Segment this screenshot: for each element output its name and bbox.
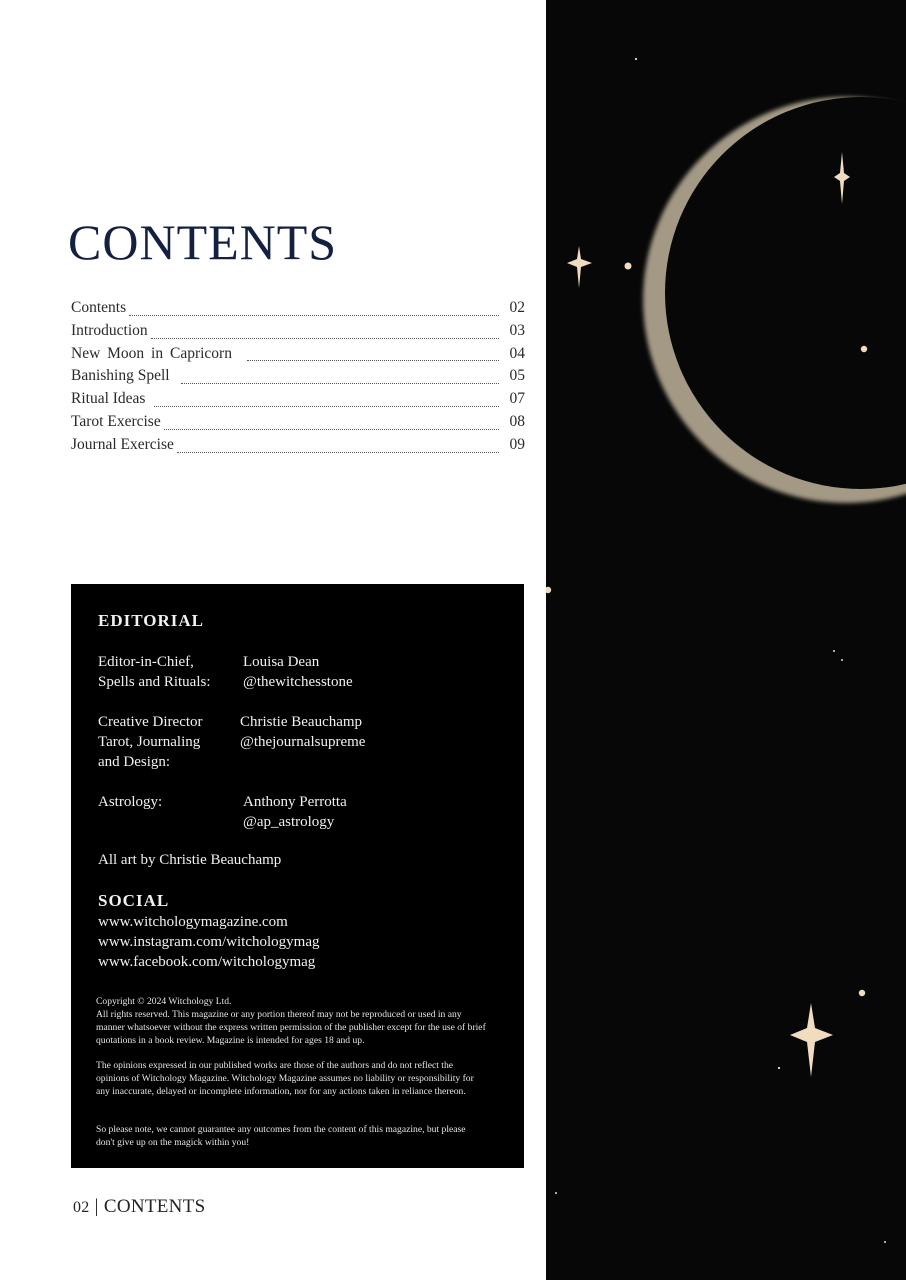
table-of-contents — [71, 299, 525, 459]
toc-dot-leader — [181, 383, 499, 384]
four-point-star-icon — [567, 246, 592, 288]
toc-dot-leader — [151, 338, 499, 339]
credit-name: Louisa Dean @thewitchesstone — [243, 654, 353, 691]
toc-item-banishing-spell[interactable] — [71, 367, 525, 390]
toc-dot-leader — [164, 429, 499, 430]
copyright-text: Copyright © 2024 Witchology Ltd. All rights reserved. This magazine or any portion thereof may not be reproduced or used in any manner whatsoever without the express written permission of the publisher except for the use of brief quotations in a book review. Magazine is intended for ages 18 and up. — [96, 996, 486, 1046]
footer-separator: | — [94, 1196, 99, 1217]
toc-item-label: Introduction — [71, 321, 148, 339]
toc-item-page: 05 — [509, 367, 525, 385]
toc-item-label: Journal Exercise — [71, 435, 174, 453]
note-text: So please note, we cannot guarantee any outcomes from the content of this magazine, but please don't give up on the magick within you! — [96, 1124, 466, 1148]
page-title: CONTENTS — [68, 214, 338, 270]
footer-page-number: 02 — [73, 1199, 90, 1216]
toc-item-page: 08 — [509, 412, 525, 430]
social-heading: SOCIAL — [98, 891, 170, 910]
toc-item-page: 07 — [509, 390, 525, 408]
social-links — [98, 912, 319, 973]
credit-name: Anthony Perrotta @ap_astrology — [243, 794, 347, 831]
credit-role: Editor-in-Chief, Spells and Rituals: — [98, 654, 211, 691]
credit-role: Astrology: — [98, 794, 163, 810]
toc-dot-leader — [177, 452, 499, 453]
toc-item-label: Ritual Ideas — [71, 390, 146, 408]
toc-dot-leader — [129, 315, 499, 316]
editorial-heading: EDITORIAL — [98, 611, 204, 630]
toc-item-page: 02 — [509, 299, 525, 316]
four-point-star-icon — [790, 1003, 833, 1077]
credit-role: Creative Director Tarot, Journaling and Design: — [98, 714, 203, 771]
toc-item-page: 09 — [509, 435, 525, 453]
toc-item-page: 03 — [509, 321, 525, 339]
night-sky-svg — [546, 0, 906, 1280]
toc-item-label: Banishing Spell — [71, 367, 170, 385]
disclaimer-text: The opinions expressed in our published works are those of the authors and do not reflect the opinions of Witchology Magazine. Witchology Magazine assumes no liability or responsibility for any inaccurate, delayed or incomplete information, nor for any actions taken in reliance thereon. — [96, 1060, 474, 1097]
toc-item-tarot-exercise[interactable] — [71, 413, 525, 436]
social-link-facebook[interactable]: www.facebook.com/witchologymag — [98, 954, 316, 971]
editorial-box — [71, 584, 524, 1168]
toc-dot-leader — [154, 406, 499, 407]
page-footer — [73, 1196, 205, 1218]
toc-item-contents[interactable] — [71, 299, 525, 322]
toc-dot-leader — [247, 360, 499, 361]
toc-item-page: 04 — [509, 344, 525, 362]
toc-item-label: New Moon in Capricorn — [71, 344, 232, 362]
art-credit: All art by Christie Beauchamp — [98, 852, 282, 868]
footer-section: CONTENTS — [103, 1196, 206, 1217]
crescent-moon-icon — [643, 97, 906, 503]
toc-item-new-moon[interactable] — [71, 345, 525, 368]
credit-name: Christie Beauchamp @thejournalsupreme — [240, 714, 366, 751]
toc-item-journal-exercise[interactable] — [71, 436, 525, 459]
social-link-instagram[interactable]: www.instagram.com/witchologymag — [98, 934, 320, 951]
toc-item-label: Tarot Exercise — [71, 412, 161, 430]
toc-item-introduction[interactable] — [71, 322, 525, 345]
toc-item-label: Contents — [71, 299, 127, 316]
night-sky-artwork — [546, 0, 906, 1280]
toc-item-ritual-ideas[interactable] — [71, 390, 525, 413]
social-link-website[interactable]: www.witchologymagazine.com — [98, 914, 288, 930]
